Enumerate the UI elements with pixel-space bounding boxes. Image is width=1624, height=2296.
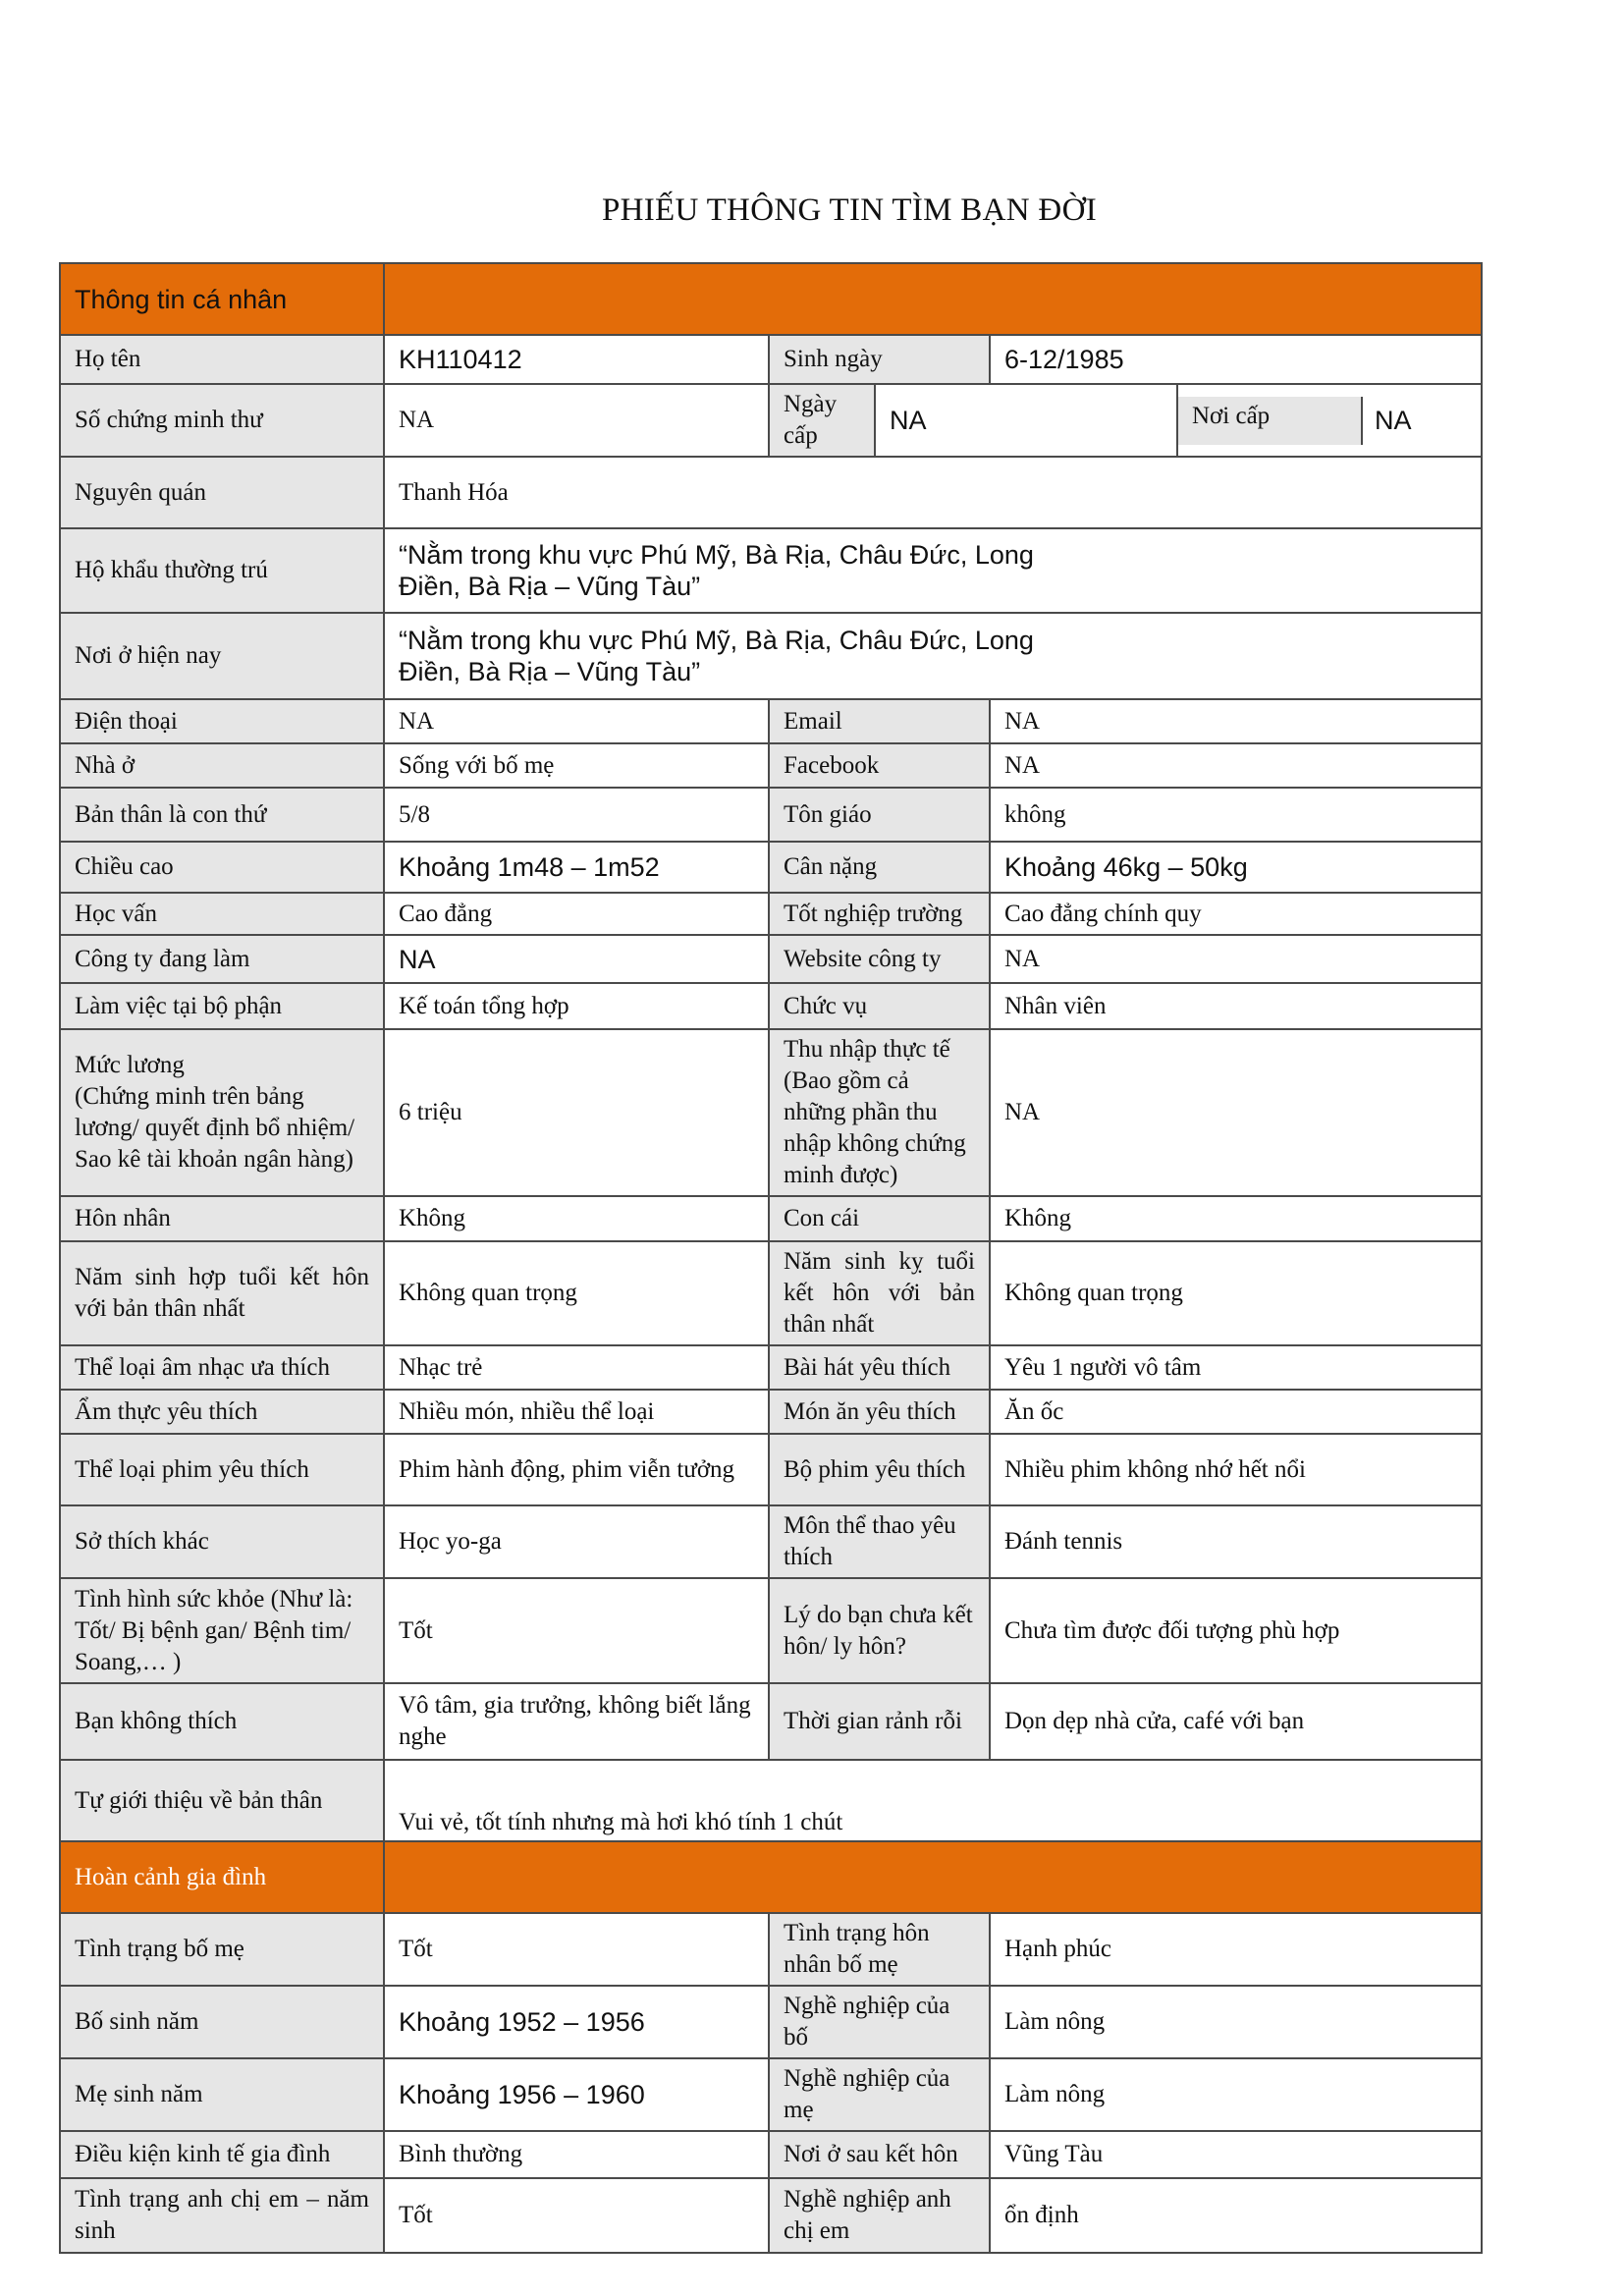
label-chuc-vu: Chức vụ	[769, 983, 990, 1029]
label-muc-luong-note: (Chứng minh trên bảng lương/ quyết định bổ nhiệm/ Sao kê tài khoản ngân hàng)	[75, 1083, 355, 1173]
value-bo-me: Tốt	[384, 1913, 769, 1986]
row-con-thu	[60, 788, 1482, 842]
value-nghe-anh-chi-em: ổn định	[990, 2178, 1482, 2253]
label-me-sinh: Mẹ sinh năm	[60, 2058, 384, 2131]
value-con-cai: Không	[990, 1196, 1482, 1241]
value-tot-nghiep: Cao đẳng chính quy	[990, 893, 1482, 935]
value-hoc-van: Cao đẳng	[384, 893, 769, 935]
value-gioi-thieu: Vui vẻ, tốt tính nhưng mà hơi khó tính 1 chút	[384, 1760, 1482, 1841]
value-thu-nhap: NA	[990, 1029, 1482, 1196]
value-so-thich: Học yo-ga	[384, 1505, 769, 1578]
value-nghe-me: Làm nông	[990, 2058, 1482, 2131]
row-anh-chi-em	[60, 2178, 1482, 2253]
label-nguyen-quan: Nguyên quán	[60, 457, 384, 528]
row-hon-nhan	[60, 1196, 1482, 1241]
value-bo-phan: Kế toán tổng hợp	[384, 983, 769, 1029]
section-title-personal: Thông tin cá nhân	[60, 263, 384, 335]
value-chuc-vu: Nhân viên	[990, 983, 1482, 1029]
value-nha-o: Sống với bố mẹ	[384, 743, 769, 788]
value-mon-an: Ăn ốc	[990, 1390, 1482, 1434]
label-bai-hat: Bài hát yêu thích	[769, 1345, 990, 1390]
label-nha-o: Nhà ở	[60, 743, 384, 788]
value-cong-ty: NA	[384, 935, 769, 983]
row-bo-sinh	[60, 1986, 1482, 2058]
value-muc-luong: 6 triệu	[384, 1029, 769, 1196]
label-hon-nhan-bo-me: Tình trạng hôn nhân bố mẹ	[769, 1913, 990, 1986]
section-header-personal	[60, 263, 1482, 335]
value-am-thuc: Nhiều món, nhiều thể loại	[384, 1390, 769, 1434]
value-ly-do: Chưa tìm được đối tượng phù hợp	[990, 1578, 1482, 1683]
row-so-thich	[60, 1505, 1482, 1578]
label-hon-nhan: Hôn nhân	[60, 1196, 384, 1241]
value-me-sinh: Khoảng 1956 – 1960	[384, 2058, 769, 2131]
row-chieu-cao	[60, 842, 1482, 893]
row-am-thuc	[60, 1390, 1482, 1434]
row-nam-sinh	[60, 1241, 1482, 1345]
label-muc-luong	[60, 1029, 384, 1196]
label-nghe-me: Nghề nghiệp của mẹ	[769, 2058, 990, 2131]
label-bo-phan: Làm việc tại bộ phận	[60, 983, 384, 1029]
label-khong-thich: Bạn không thích	[60, 1683, 384, 1760]
label-noi-o-sau: Nơi ở sau kết hôn	[769, 2131, 990, 2178]
value-the-thao: Đánh tennis	[990, 1505, 1482, 1578]
label-bo-me: Tình trạng bố mẹ	[60, 1913, 384, 1986]
value-nam-sinh-hop: Không quan trọng	[384, 1241, 769, 1345]
label-email: Email	[769, 699, 990, 743]
label-gioi-thieu: Tự giới thiệu về bản thân	[60, 1760, 384, 1841]
value-nghe-bo: Làm nông	[990, 1986, 1482, 2058]
label-tot-nghiep: Tốt nghiệp trường	[769, 893, 990, 935]
value-ngay-cap-text: NA	[890, 406, 927, 435]
label-thu-nhap-note: (Bao gồm cả những phần thu nhập không chứng minh được)	[784, 1067, 966, 1188]
value-ton-giao: không	[990, 788, 1482, 842]
row-cong-ty	[60, 935, 1482, 983]
row-suc-khoe	[60, 1578, 1482, 1683]
value-facebook: NA	[990, 743, 1482, 788]
value-nguyen-quan: Thanh Hóa	[384, 457, 1482, 528]
value-nam-sinh-ky: Không quan trọng	[990, 1241, 1482, 1345]
value-ngay-cap	[875, 384, 1177, 457]
value-email: NA	[990, 699, 1482, 743]
page-title: PHIẾU THÔNG TIN TÌM BẠN ĐỜI	[601, 192, 1097, 228]
value-ho-ten: KH110412	[384, 335, 769, 384]
value-con-thu: 5/8	[384, 788, 769, 842]
label-thu-nhap	[769, 1029, 990, 1196]
label-ton-giao: Tôn giáo	[769, 788, 990, 842]
value-ranh-roi: Dọn dẹp nhà cửa, café với bạn	[990, 1683, 1482, 1760]
value-bo-sinh: Khoảng 1952 – 1956	[384, 1986, 769, 2058]
value-ho-khau: “Nằm trong khu vực Phú Mỹ, Bà Rịa, Châu Đức, Long Điền, Bà Rịa – Vũng Tàu”	[384, 528, 1482, 613]
label-con-cai: Con cái	[769, 1196, 990, 1241]
label-ngay-cap: Ngày cấp	[769, 384, 875, 457]
section-title-family: Hoàn cảnh gia đình	[60, 1841, 384, 1913]
value-sinh-ngay: 6-12/1985	[990, 335, 1482, 384]
label-website: Website công ty	[769, 935, 990, 983]
value-bai-hat: Yêu 1 người vô tâm	[990, 1345, 1482, 1390]
row-dien-thoai	[60, 699, 1482, 743]
value-noi-cap: NA	[1375, 405, 1412, 435]
label-noi-o: Nơi ở hiện nay	[60, 613, 384, 699]
label-can-nang: Cân nặng	[769, 842, 990, 893]
row-me-sinh	[60, 2058, 1482, 2131]
label-muc-luong-title: Mức lương	[75, 1052, 185, 1078]
value-dien-thoai: NA	[384, 699, 769, 743]
label-dien-thoai: Điện thoại	[60, 699, 384, 743]
row-phim	[60, 1434, 1482, 1505]
value-khong-thich: Vô tâm, gia trưởng, không biết lắng nghe	[384, 1683, 769, 1760]
label-so-cmt: Số chứng minh thư	[60, 384, 384, 457]
label-hoc-van: Học vấn	[60, 893, 384, 935]
row-nguyen-quan	[60, 457, 1482, 528]
row-gioi-thieu	[60, 1760, 1482, 1841]
label-anh-chi-em: Tình trạng anh chị em – năm sinh	[60, 2178, 384, 2253]
value-kinh-te: Bình thường	[384, 2131, 769, 2178]
value-noi-o: “Nằm trong khu vực Phú Mỹ, Bà Rịa, Châu Đức, Long Điền, Bà Rịa – Vũng Tàu”	[384, 613, 1482, 699]
label-nghe-bo: Nghề nghiệp của bố	[769, 1986, 990, 2058]
label-bo-phim: Bộ phim yêu thích	[769, 1434, 990, 1505]
label-cong-ty: Công ty đang làm	[60, 935, 384, 983]
row-khong-thich	[60, 1683, 1482, 1760]
label-noi-cap: Nơi cấp	[1178, 397, 1363, 445]
value-anh-chi-em: Tốt	[384, 2178, 769, 2253]
value-so-cmt: NA	[384, 384, 769, 457]
label-con-thu: Bản thân là con thứ	[60, 788, 384, 842]
label-ho-ten: Họ tên	[60, 335, 384, 384]
value-website: NA	[990, 935, 1482, 983]
row-kinh-te	[60, 2131, 1482, 2178]
label-the-loai-phim: Thể loại phim yêu thích	[60, 1434, 384, 1505]
value-chieu-cao: Khoảng 1m48 – 1m52	[384, 842, 769, 893]
row-bo-phan	[60, 983, 1482, 1029]
value-bo-phim: Nhiều phim không nhớ hết nổi	[990, 1434, 1482, 1505]
label-ly-do: Lý do bạn chưa kết hôn/ ly hôn?	[769, 1578, 990, 1683]
row-nha-o	[60, 743, 1482, 788]
label-facebook: Facebook	[769, 743, 990, 788]
label-ho-khau: Hộ khẩu thường trú	[60, 528, 384, 613]
label-so-thich: Sở thích khác	[60, 1505, 384, 1578]
label-sinh-ngay: Sinh ngày	[769, 335, 990, 384]
row-so-cmt	[60, 384, 1482, 457]
label-the-thao: Môn thể thao yêu thích	[769, 1505, 990, 1578]
section-header-family	[60, 1841, 1482, 1913]
label-nam-sinh-hop: Năm sinh hợp tuổi kết hôn với bản thân nhất	[60, 1241, 384, 1345]
row-hoc-van	[60, 893, 1482, 935]
label-am-thuc: Ẩm thực yêu thích	[60, 1390, 384, 1434]
info-form-table	[59, 262, 1483, 2254]
label-ranh-roi: Thời gian rảnh rỗi	[769, 1683, 990, 1760]
label-bo-sinh: Bố sinh năm	[60, 1986, 384, 2058]
row-noi-o	[60, 613, 1482, 699]
row-ho-khau	[60, 528, 1482, 613]
value-the-loai-phim: Phim hành động, phim viễn tưởng	[384, 1434, 769, 1505]
row-ho-ten	[60, 335, 1482, 384]
value-hon-nhan: Không	[384, 1196, 769, 1241]
label-suc-khoe: Tình hình sức khỏe (Như là: Tốt/ Bị bệnh gan/ Bệnh tim/ Soang,… )	[60, 1578, 384, 1683]
label-chieu-cao: Chiều cao	[60, 842, 384, 893]
value-can-nang: Khoảng 46kg – 50kg	[990, 842, 1482, 893]
row-am-nhac	[60, 1345, 1482, 1390]
value-hon-nhan-bo-me: Hạnh phúc	[990, 1913, 1482, 1986]
label-am-nhac: Thể loại âm nhạc ưa thích	[60, 1345, 384, 1390]
label-nam-sinh-ky: Năm sinh kỵ tuổi kết hôn với bản thân nhất	[769, 1241, 990, 1345]
value-suc-khoe: Tốt	[384, 1578, 769, 1683]
label-mon-an: Món ăn yêu thích	[769, 1390, 990, 1434]
label-thu-nhap-title: Thu nhập thực tế	[784, 1036, 950, 1063]
value-noi-o-sau: Vũng Tàu	[990, 2131, 1482, 2178]
value-am-nhac: Nhạc trẻ	[384, 1345, 769, 1390]
label-kinh-te: Điều kiện kinh tế gia đình	[60, 2131, 384, 2178]
label-nghe-anh-chi-em: Nghề nghiệp anh chị em	[769, 2178, 990, 2253]
noi-cap-cell	[1177, 384, 1482, 457]
row-bo-me	[60, 1913, 1482, 1986]
row-muc-luong	[60, 1029, 1482, 1196]
